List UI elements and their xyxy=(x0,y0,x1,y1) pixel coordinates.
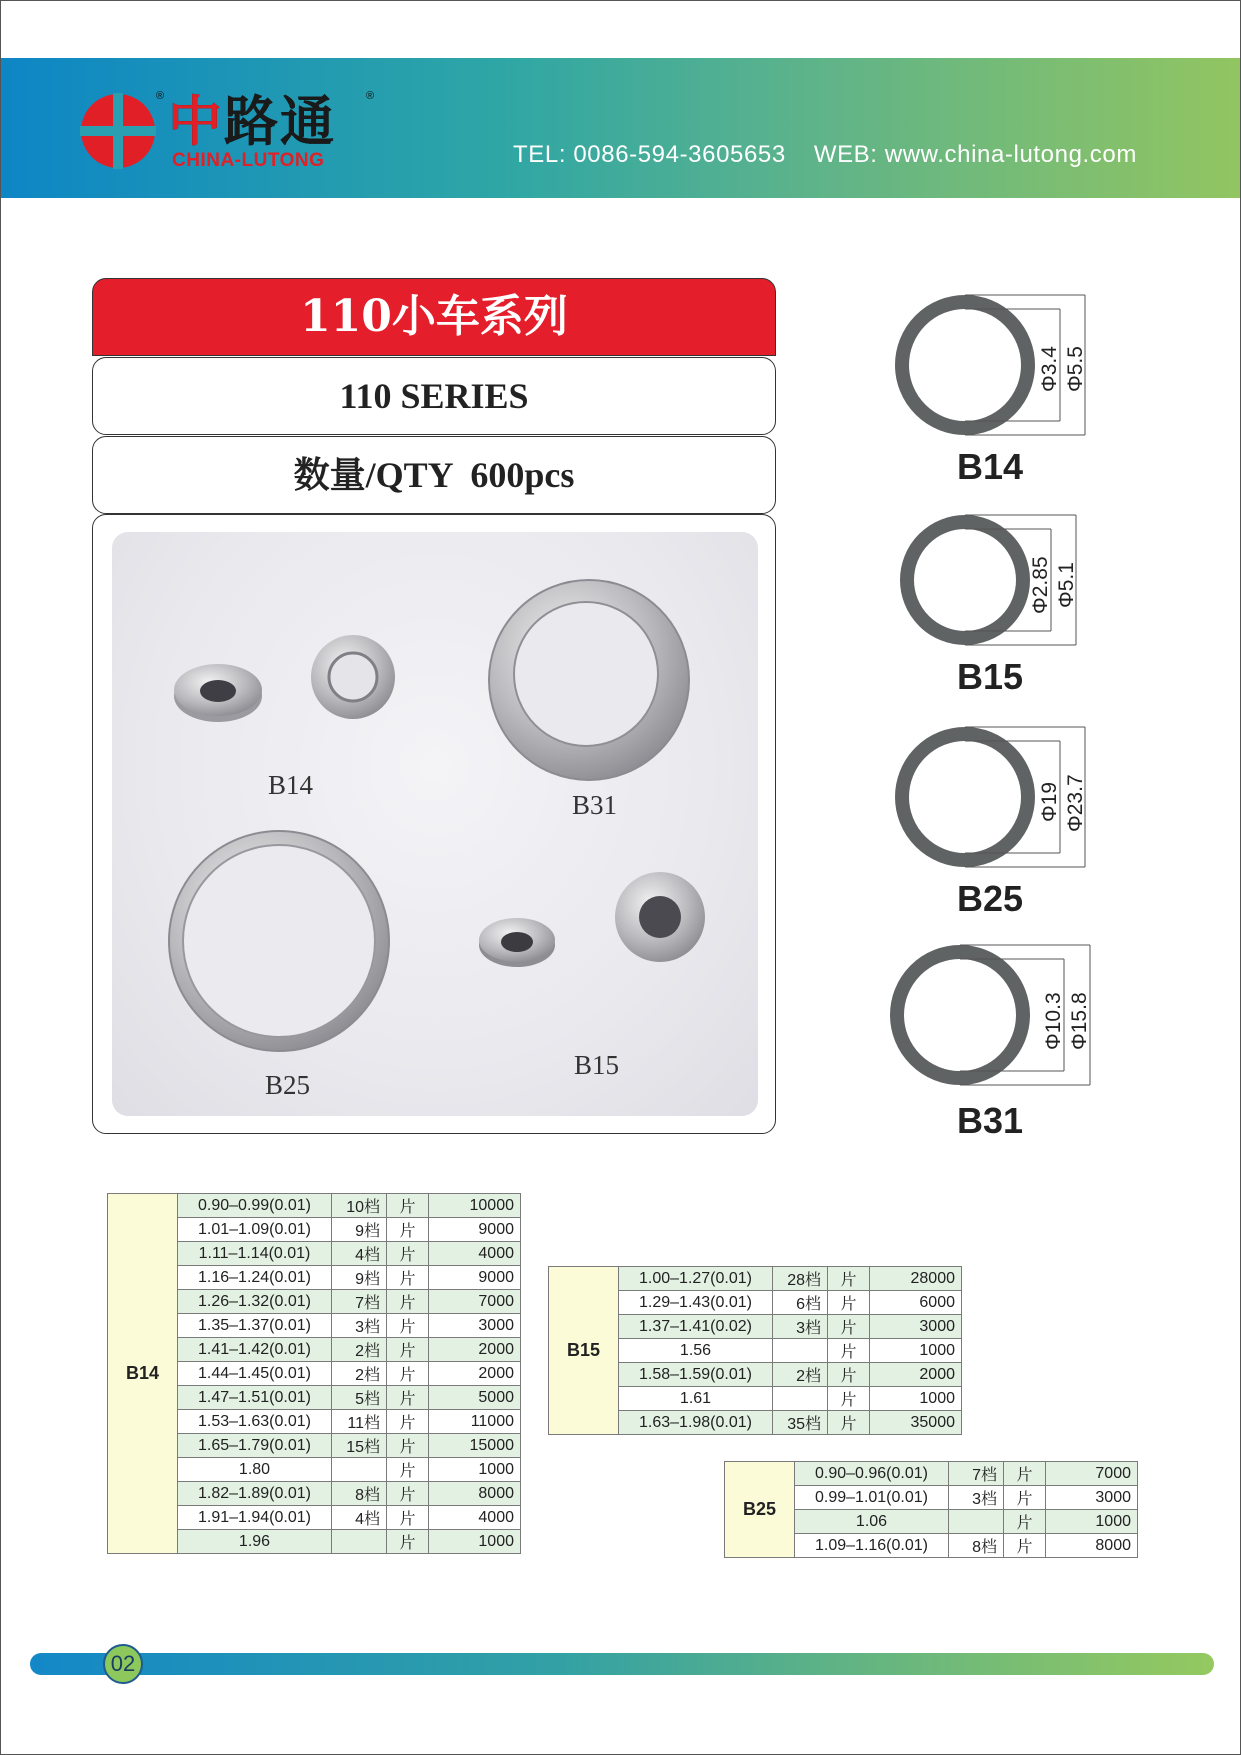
photo-washer-b25 xyxy=(169,831,389,1051)
cell-range: 0.90–0.96(0.01) xyxy=(795,1462,949,1486)
cell-unit: 片 xyxy=(828,1363,870,1387)
cell-range: 1.26–1.32(0.01) xyxy=(178,1290,332,1314)
cell-steps: 2档 xyxy=(332,1362,387,1386)
cell-steps: 9档 xyxy=(332,1218,387,1242)
diagram-label: B25 xyxy=(956,878,1024,919)
diagram-b25-inner: Φ19 xyxy=(1038,781,1061,822)
photo-label-b25: B25 xyxy=(265,1070,311,1100)
cell-range: 1.61 xyxy=(619,1387,773,1411)
diagram-b31 xyxy=(880,940,1120,1141)
ring-diagram-icon xyxy=(880,290,1120,440)
logo-chinese-dark: 路通 xyxy=(224,90,336,153)
cell-qty: 7000 xyxy=(429,1290,521,1314)
table-row xyxy=(108,1194,521,1218)
cell-range: 1.44–1.45(0.01) xyxy=(178,1362,332,1386)
diagram-b15-outer: Φ5.1 xyxy=(1055,562,1078,608)
cell-range: 1.63–1.98(0.01) xyxy=(619,1411,773,1435)
cell-steps: 6档 xyxy=(773,1291,828,1315)
cell-range: 1.47–1.51(0.01) xyxy=(178,1386,332,1410)
page-number: 02 xyxy=(103,1644,143,1684)
cell-steps xyxy=(949,1510,1004,1534)
ring-diagram-icon xyxy=(880,940,1120,1090)
cell-unit: 片 xyxy=(828,1387,870,1411)
diagram-b15-inner: Φ2.85 xyxy=(1029,556,1052,614)
cell-steps xyxy=(332,1458,387,1482)
table-b14 xyxy=(107,1193,521,1554)
cell-range: 1.37–1.41(0.02) xyxy=(619,1315,773,1339)
cell-unit: 片 xyxy=(828,1339,870,1363)
cell-steps: 9档 xyxy=(332,1266,387,1290)
cell-qty: 2000 xyxy=(429,1338,521,1362)
cell-qty: 1000 xyxy=(429,1530,521,1554)
diagram-b14-inner: Φ3.4 xyxy=(1038,346,1061,392)
cell-range: 1.80 xyxy=(178,1458,332,1482)
cell-qty: 6000 xyxy=(870,1291,962,1315)
cell-qty: 1000 xyxy=(870,1339,962,1363)
cell-unit: 片 xyxy=(387,1458,429,1482)
diagram-b25 xyxy=(880,722,1120,919)
series-title-chinese: 110小车系列 xyxy=(92,278,776,356)
cell-steps: 8档 xyxy=(949,1534,1004,1558)
table-code-cell: B25 xyxy=(725,1462,795,1558)
cell-range: 1.58–1.59(0.01) xyxy=(619,1363,773,1387)
photo-washer-b31 xyxy=(489,580,689,780)
cell-range: 1.29–1.43(0.01) xyxy=(619,1291,773,1315)
photo-label-b14: B14 xyxy=(268,770,314,800)
diagram-b14 xyxy=(880,290,1120,487)
series-title-english: 110 SERIES xyxy=(92,357,776,435)
cell-qty: 3000 xyxy=(1046,1486,1138,1510)
cell-unit: 片 xyxy=(387,1314,429,1338)
diagram-b15 xyxy=(880,510,1120,700)
cell-unit: 片 xyxy=(1004,1486,1046,1510)
cell-steps: 4档 xyxy=(332,1506,387,1530)
cell-qty: 11000 xyxy=(429,1410,521,1434)
logo-chinese xyxy=(168,92,336,152)
cell-steps xyxy=(773,1339,828,1363)
cell-steps: 2档 xyxy=(332,1338,387,1362)
cell-qty: 2000 xyxy=(870,1363,962,1387)
cell-unit: 片 xyxy=(828,1267,870,1291)
logo-chinese-red: 中 xyxy=(168,90,224,153)
cell-range: 1.41–1.42(0.01) xyxy=(178,1338,332,1362)
photo-washer-b14 xyxy=(174,635,395,722)
cell-qty: 1000 xyxy=(429,1458,521,1482)
table-code-cell: B14 xyxy=(108,1194,178,1554)
table-b25 xyxy=(724,1461,1138,1558)
cell-unit: 片 xyxy=(387,1410,429,1434)
cell-qty: 35000 xyxy=(870,1411,962,1435)
cell-steps: 3档 xyxy=(773,1315,828,1339)
cell-steps: 11档 xyxy=(332,1410,387,1434)
cell-qty: 7000 xyxy=(1046,1462,1138,1486)
cell-range: 1.53–1.63(0.01) xyxy=(178,1410,332,1434)
cell-unit: 片 xyxy=(1004,1534,1046,1558)
cell-range: 1.11–1.14(0.01) xyxy=(178,1242,332,1266)
photo-label-b15: B15 xyxy=(574,1050,620,1080)
cell-unit: 片 xyxy=(828,1315,870,1339)
cell-range: 1.01–1.09(0.01) xyxy=(178,1218,332,1242)
cell-qty: 9000 xyxy=(429,1218,521,1242)
registered-mark: ® xyxy=(156,90,165,102)
table-b15 xyxy=(548,1266,962,1435)
cell-qty: 10000 xyxy=(429,1194,521,1218)
cell-qty: 1000 xyxy=(870,1387,962,1411)
cell-steps xyxy=(773,1387,828,1411)
diagram-label: B15 xyxy=(956,656,1024,697)
cell-steps: 8档 xyxy=(332,1482,387,1506)
cell-qty: 3000 xyxy=(429,1314,521,1338)
cell-qty: 3000 xyxy=(870,1315,962,1339)
logo-english: CHINA-LUTONG xyxy=(172,150,325,171)
cell-range: 1.91–1.94(0.01) xyxy=(178,1506,332,1530)
cell-steps: 4档 xyxy=(332,1242,387,1266)
diagram-label: B14 xyxy=(956,446,1024,487)
cell-range: 1.09–1.16(0.01) xyxy=(795,1534,949,1558)
cell-range: 1.65–1.79(0.01) xyxy=(178,1434,332,1458)
cell-unit: 片 xyxy=(1004,1462,1046,1486)
cell-qty: 5000 xyxy=(429,1386,521,1410)
cell-steps: 7档 xyxy=(949,1462,1004,1486)
cell-unit: 片 xyxy=(387,1194,429,1218)
cell-unit: 片 xyxy=(387,1362,429,1386)
cell-unit: 片 xyxy=(1004,1510,1046,1534)
cell-steps: 15档 xyxy=(332,1434,387,1458)
cell-unit: 片 xyxy=(387,1218,429,1242)
telephone: TEL: 0086-594-3605653 xyxy=(513,141,786,168)
cell-qty: 4000 xyxy=(429,1242,521,1266)
cell-steps: 2档 xyxy=(773,1363,828,1387)
diagram-b31-outer: Φ15.8 xyxy=(1068,992,1091,1050)
registered-mark-2: ® xyxy=(366,90,375,102)
cell-qty: 9000 xyxy=(429,1266,521,1290)
cell-unit: 片 xyxy=(387,1266,429,1290)
cell-unit: 片 xyxy=(387,1530,429,1554)
table-row xyxy=(549,1267,962,1291)
cell-qty: 15000 xyxy=(429,1434,521,1458)
cell-steps: 5档 xyxy=(332,1386,387,1410)
cell-range: 1.82–1.89(0.01) xyxy=(178,1482,332,1506)
cell-steps: 10档 xyxy=(332,1194,387,1218)
quantity-title: 数量/QTY 600pcs xyxy=(92,436,776,514)
cell-range: 1.35–1.37(0.01) xyxy=(178,1314,332,1338)
footer-bar xyxy=(30,1653,1214,1675)
diagram-b25-outer: Φ23.7 xyxy=(1064,774,1087,832)
cell-qty: 4000 xyxy=(429,1506,521,1530)
cell-range: 1.00–1.27(0.01) xyxy=(619,1267,773,1291)
logo-cross-icon xyxy=(80,93,156,169)
cell-unit: 片 xyxy=(387,1290,429,1314)
cell-unit: 片 xyxy=(387,1482,429,1506)
cell-steps xyxy=(332,1530,387,1554)
diagram-b31-inner: Φ10.3 xyxy=(1042,992,1065,1050)
cell-steps: 3档 xyxy=(949,1486,1004,1510)
cell-unit: 片 xyxy=(387,1242,429,1266)
cell-unit: 片 xyxy=(387,1434,429,1458)
cell-qty: 8000 xyxy=(1046,1534,1138,1558)
table-row xyxy=(725,1462,1138,1486)
cell-qty: 8000 xyxy=(429,1482,521,1506)
cell-range: 1.06 xyxy=(795,1510,949,1534)
cell-steps: 28档 xyxy=(773,1267,828,1291)
cell-unit: 片 xyxy=(387,1386,429,1410)
ring-diagram-icon xyxy=(880,722,1120,872)
cell-steps: 3档 xyxy=(332,1314,387,1338)
cell-steps: 35档 xyxy=(773,1411,828,1435)
table-code-cell: B15 xyxy=(549,1267,619,1435)
photo-label-b31: B31 xyxy=(572,790,618,820)
photo-washer-b15 xyxy=(479,872,705,967)
cell-range: 0.99–1.01(0.01) xyxy=(795,1486,949,1510)
cell-range: 0.90–0.99(0.01) xyxy=(178,1194,332,1218)
cell-steps: 7档 xyxy=(332,1290,387,1314)
website: WEB: www.china-lutong.com xyxy=(813,141,1137,168)
cell-unit: 片 xyxy=(828,1291,870,1315)
cell-range: 1.96 xyxy=(178,1530,332,1554)
cell-range: 1.56 xyxy=(619,1339,773,1363)
product-photo xyxy=(112,532,758,1116)
cell-unit: 片 xyxy=(828,1411,870,1435)
cell-range: 1.16–1.24(0.01) xyxy=(178,1266,332,1290)
diagram-b14-outer: Φ5.5 xyxy=(1064,346,1087,392)
ring-diagram-icon xyxy=(880,510,1120,650)
cell-qty: 2000 xyxy=(429,1362,521,1386)
diagram-label: B31 xyxy=(956,1100,1024,1141)
cell-qty: 28000 xyxy=(870,1267,962,1291)
cell-qty: 1000 xyxy=(1046,1510,1138,1534)
cell-unit: 片 xyxy=(387,1338,429,1362)
cell-unit: 片 xyxy=(387,1506,429,1530)
contact-info xyxy=(513,140,1137,170)
